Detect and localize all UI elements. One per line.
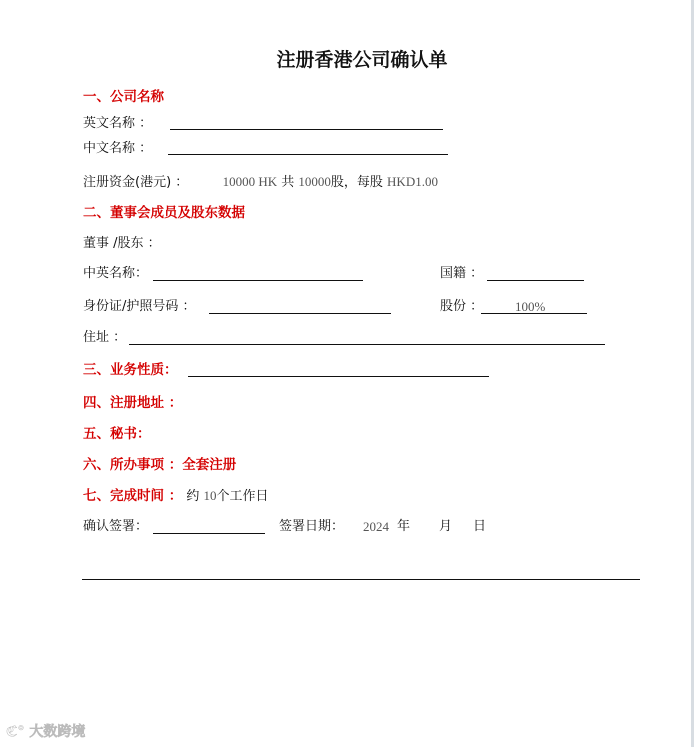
section-completion-time: 七、完成时间 ：: [83, 488, 183, 504]
watermark-text: 大数跨境: [29, 724, 86, 740]
address-field[interactable]: [129, 344, 605, 345]
year-label: 年: [397, 519, 411, 534]
address-label: 住址 ：: [83, 330, 127, 345]
capital-amount: 10000 HK: [222, 174, 278, 189]
shares-label: 股份 ：: [440, 299, 484, 314]
watermark: [6, 724, 85, 740]
capital-row: [83, 174, 438, 191]
day-label: 日: [473, 519, 487, 534]
english-name-field[interactable]: [170, 129, 443, 130]
capital-shares: 10000: [298, 174, 331, 189]
capital-label: 注册资金(港元) ：: [83, 175, 189, 190]
business-nature-field[interactable]: [188, 376, 489, 377]
sign-label: 确认签署：: [83, 519, 149, 534]
director-name-label: 中英名称：: [83, 266, 149, 281]
sign-year: 2024: [363, 519, 389, 534]
capital-shares-label: 股，每股: [330, 175, 383, 190]
id-label: 身份证/护照号码 ：: [83, 299, 196, 314]
section-directors: 二、董事会成员及股东数据: [83, 205, 245, 221]
nationality-label: 国籍 ：: [440, 266, 484, 281]
document-title: 注册香港公司确认单: [276, 49, 448, 71]
scrollbar[interactable]: [691, 0, 694, 747]
section-registered-address: 四、注册地址 ：: [83, 395, 183, 411]
sign-date-label: 签署日期：: [279, 519, 345, 534]
shares-value: 100%: [515, 299, 546, 314]
id-field[interactable]: [209, 313, 391, 314]
signature-field[interactable]: [153, 533, 265, 534]
section-business-nature: 三、业务性质：: [83, 362, 178, 378]
completion-row: [83, 488, 269, 505]
capital-per-share: HKD1.00: [387, 174, 438, 189]
section-secretary: 五、秘书：: [83, 426, 151, 442]
watermark-logo-icon: ℭ°: [6, 724, 25, 740]
completion-suffix: 个工作日: [216, 489, 269, 504]
director-name-field[interactable]: [153, 280, 363, 281]
month-label: 月: [439, 519, 453, 534]
chinese-name-field[interactable]: [168, 154, 448, 155]
english-name-label: 英文名称 ：: [83, 116, 153, 131]
nationality-field[interactable]: [487, 280, 584, 281]
section-services: 六、所办事项 ：全套注册: [83, 457, 237, 473]
chinese-name-label: 中文名称 ：: [83, 141, 153, 156]
director-heading: 董事 /股东 ：: [83, 236, 161, 251]
footer-divider: [82, 579, 640, 580]
completion-days: 10: [203, 488, 217, 503]
capital-total-label: 共: [281, 175, 295, 190]
section-company-name: 一、公司名称: [83, 89, 164, 105]
completion-prefix: 约: [186, 489, 200, 504]
